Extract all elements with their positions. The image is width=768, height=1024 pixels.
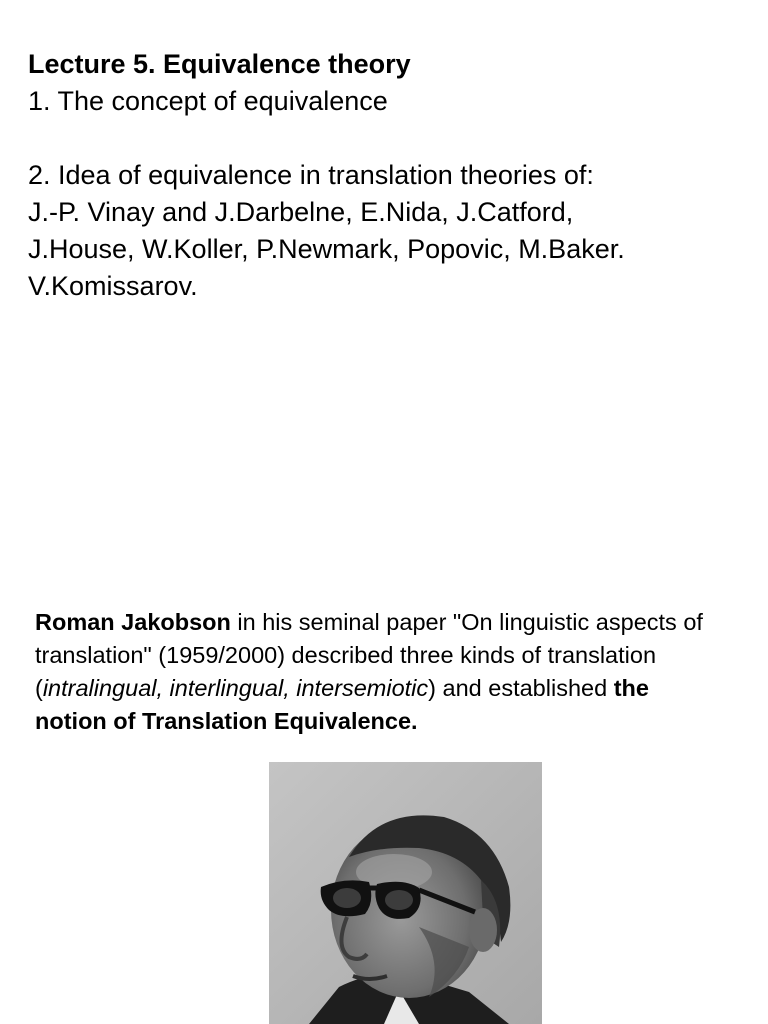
translation-equivalence-notion: the notion of Translation Equivalence. (35, 675, 649, 734)
outline-item-2-line-3: V.Komissarov. (28, 271, 198, 301)
outline-item-2-heading: 2. Idea of equivalence in translation theories of: (28, 160, 594, 190)
jakobson-paragraph (35, 606, 725, 738)
lecture-title: Lecture 5. Equivalence theory (28, 49, 411, 79)
jakobson-name: Roman Jakobson (35, 609, 231, 635)
jakobson-portrait (269, 762, 542, 1024)
lecture-outline (28, 46, 718, 305)
paragraph-text-1: in his seminal paper "On linguistic aspects of translation" (1959/2000) described three kinds of translation ( (35, 609, 703, 701)
outline-item-2-line-1: J.-P. Vinay and J.Darbelne, E.Nida, J.Catford, (28, 197, 574, 227)
paragraph-text-2: ) and established (428, 675, 614, 701)
outline-item-1: 1. The concept of equivalence (28, 86, 388, 116)
outline-item-2-line-2: J.House, W.Koller, P.Newmark, Popovic, M.Baker. (28, 234, 625, 264)
translation-kinds: intralingual, interlingual, intersemiotic (42, 675, 429, 701)
spacer (28, 120, 718, 157)
